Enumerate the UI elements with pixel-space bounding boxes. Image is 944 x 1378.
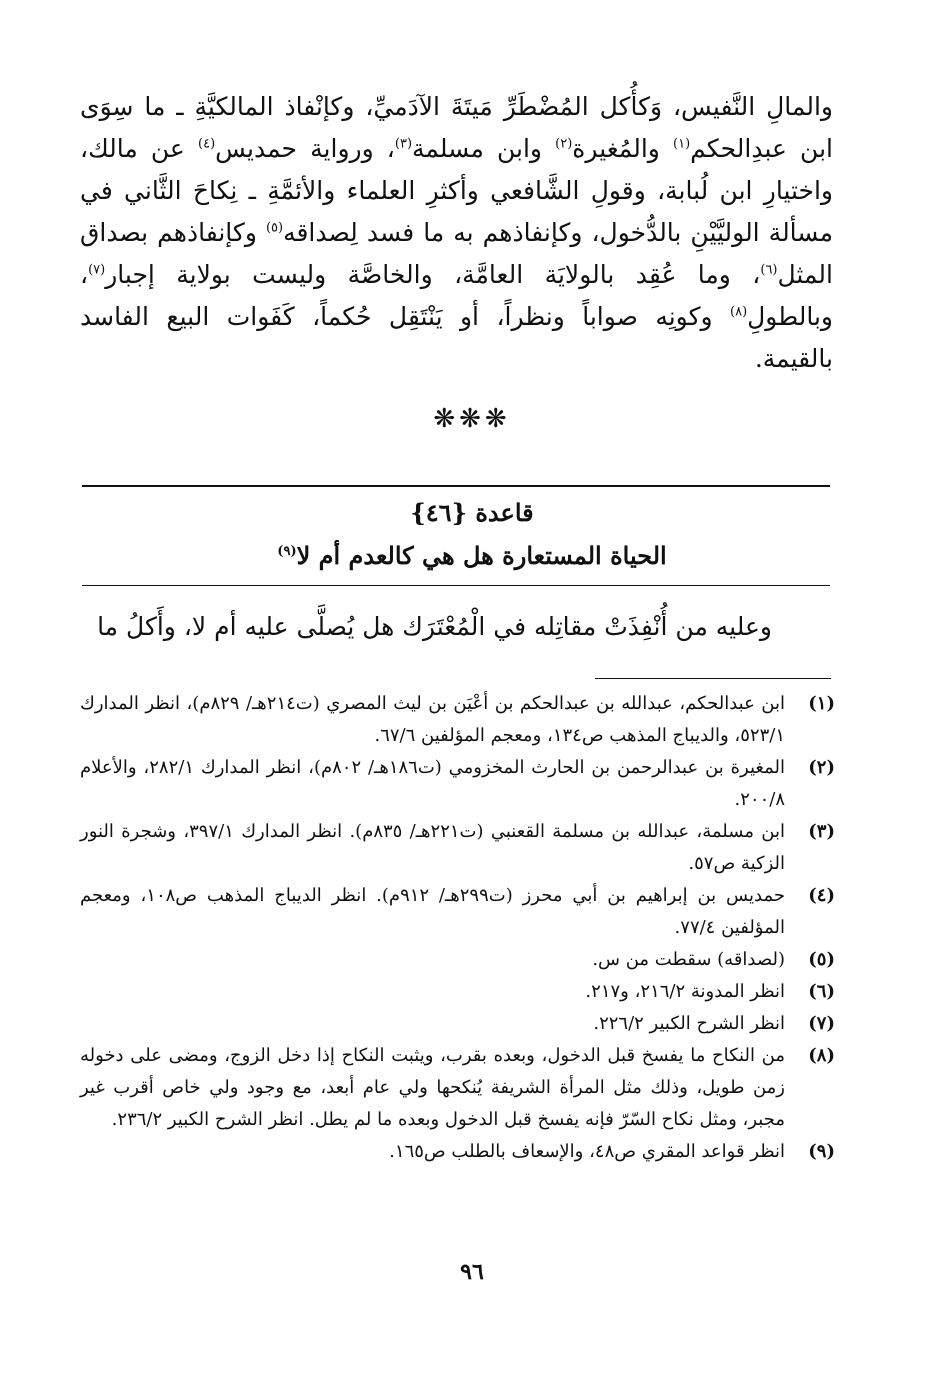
footnote-number: (٥)	[808, 949, 835, 970]
footnote-number: (٧)	[808, 1013, 835, 1034]
rule-body-text: وعليه من أُنْفِذَتْ مقاتِله في الْمُعْتَرَك هل يُصلَّى عليه أم لا، وأَكلُ ما	[97, 612, 772, 641]
footnote-item	[80, 1136, 835, 1168]
footnote-text: انظر الشرح الكبير ٢٢٦/٢.	[593, 1013, 785, 1034]
footnote-ref: (١)	[673, 136, 691, 152]
paragraph-text: والمُغيرة	[572, 134, 674, 163]
footnote-text: ابن عبدالحكم، عبدالله بن عبدالحكم بن أعْيَن بن ليث المصري (ت٢١٤هـ/ ٨٢٩م)، انظر المدارك ٥٢٣/١، والديباج المذهب ص١٣٤، ومعجم المؤلفين ٦٧/٦.	[80, 693, 785, 746]
footnote-item	[80, 688, 835, 752]
paragraph-text: ، ورواية حمديس	[215, 134, 395, 163]
footnote-text: (لصداقه) سقطت من س.	[592, 949, 785, 970]
paragraph-text: عن مالك، واختيارِ ابن لُبابة، وقولِ الشَّافعي وأكثرِ العلماء والأئمَّةِ ـ نِكاحَ الثَّاني في مسألة الوليَّيْنِ بالدُّخول، وكإنفاذهم به ما فسد لِصداقه	[80, 134, 833, 247]
paragraph-text: وكإنفاذهم بصداق المثل	[80, 218, 833, 289]
heading-top-rule	[82, 485, 830, 487]
heading-bottom-rule	[82, 585, 830, 586]
rule-title-heading	[0, 536, 944, 576]
paragraph-text: وابن مسلمة	[412, 134, 556, 163]
footnote-text: المغيرة بن عبدالرحمن بن الحارث المخزومي (ت١٨٦هـ/ ٨٠٢م)، انظر المدارك ٢٨٢/١، والأعلام ٢٠٠/٨.	[80, 757, 785, 810]
footnote-number: (٨)	[808, 1045, 835, 1066]
footnote-text: من النكاح ما يفسخ قبل الدخول، وبعده بقرب، ويثبت النكاح إذا دخل الزوج، ومضى على دخوله زمن طويل، وذلك مثل المرأة الشريفة يُنكحها ولي عام أبعد، مع وجود ولي خاص أقرب غير مجبر، ومثل نكاح السّرّ فإنه يفسخ قبل الدخول وبعده ما لم يطل. انظر الشرح الكبير ٢٣٦/٢.	[80, 1045, 785, 1130]
footnote-text: ابن مسلمة، عبدالله بن مسلمة القعنبي (ت٢٢١هـ/ ٨٣٥م). انظر المدارك ٣٩٧/١، وشجرة النور الزكية ص٥٧.	[80, 821, 785, 874]
rule-number-heading: قاعدة {٤٦}	[410, 498, 534, 527]
footnotes-list	[80, 688, 835, 1168]
footnote-ref: (٤)	[198, 136, 216, 152]
footnote-item	[80, 816, 835, 880]
footnote-item	[80, 976, 835, 1008]
paragraph-text: ، وبالطولِ	[80, 260, 833, 331]
footnote-ref: (٧)	[88, 262, 106, 278]
footnote-ref: (٣)	[394, 136, 413, 152]
footnote-separator-rule	[595, 678, 831, 679]
paragraph-text: ، وما عُقِد بالولايَة العامَّة، والخاصَّة وليست بولاية إجبار	[105, 260, 761, 289]
footnote-ref: (٢)	[555, 136, 573, 152]
main-paragraph	[80, 86, 833, 380]
footnote-item	[80, 752, 835, 816]
footnote-item	[80, 1040, 835, 1136]
footnote-number: (١)	[808, 693, 835, 714]
footnote-text: حمديس بن إبراهيم بن أبي محرز (ت٢٩٩هـ/ ٩١٢م). انظر الديباج المذهب ص١٠٨، ومعجم المؤلفين ٧٧/٤.	[80, 885, 785, 938]
footnote-item	[80, 944, 835, 976]
section-separator-asterisks: ❋❋❋	[433, 404, 511, 434]
footnote-number: (٣)	[808, 821, 835, 842]
footnote-ref: (٥)	[265, 220, 284, 236]
footnote-number: (٩)	[808, 1141, 835, 1162]
page-number: ٩٦	[460, 1259, 484, 1285]
footnote-number: (٦)	[808, 981, 835, 1002]
paragraph-text: وكونِه صواباً ونظراً، أو يَنْتَقِل حُكماً، كَفَوات البيع الفاسد بالقيمة.	[80, 302, 833, 373]
footnote-item	[80, 880, 835, 944]
footnote-ref: (٦)	[760, 262, 778, 278]
footnote-ref-9: (٩)	[277, 544, 297, 559]
footnote-text: انظر المدونة ٢١٦/٢، و٢١٧.	[585, 981, 785, 1002]
footnote-number: (٢)	[808, 757, 835, 778]
footnote-number: (٤)	[808, 885, 835, 906]
footnote-ref: (٨)	[730, 304, 748, 320]
paragraph-text: والمالِ النَّفيس، وَكأُكل المُضْطَرِّ مَيتَةَ الآدَميِّ، وكإنْفاذ المالكيَّةِ ـ ما سِوَى ابن عبدِالحكم	[80, 92, 833, 163]
footnote-text: انظر قواعد المقري ص٤٨، والإسعاف بالطلب ص١٦٥.	[389, 1141, 785, 1162]
footnote-item	[80, 1008, 835, 1040]
rule-title-text: الحياة المستعارة هل هي كالعدم أم لا	[296, 541, 667, 570]
